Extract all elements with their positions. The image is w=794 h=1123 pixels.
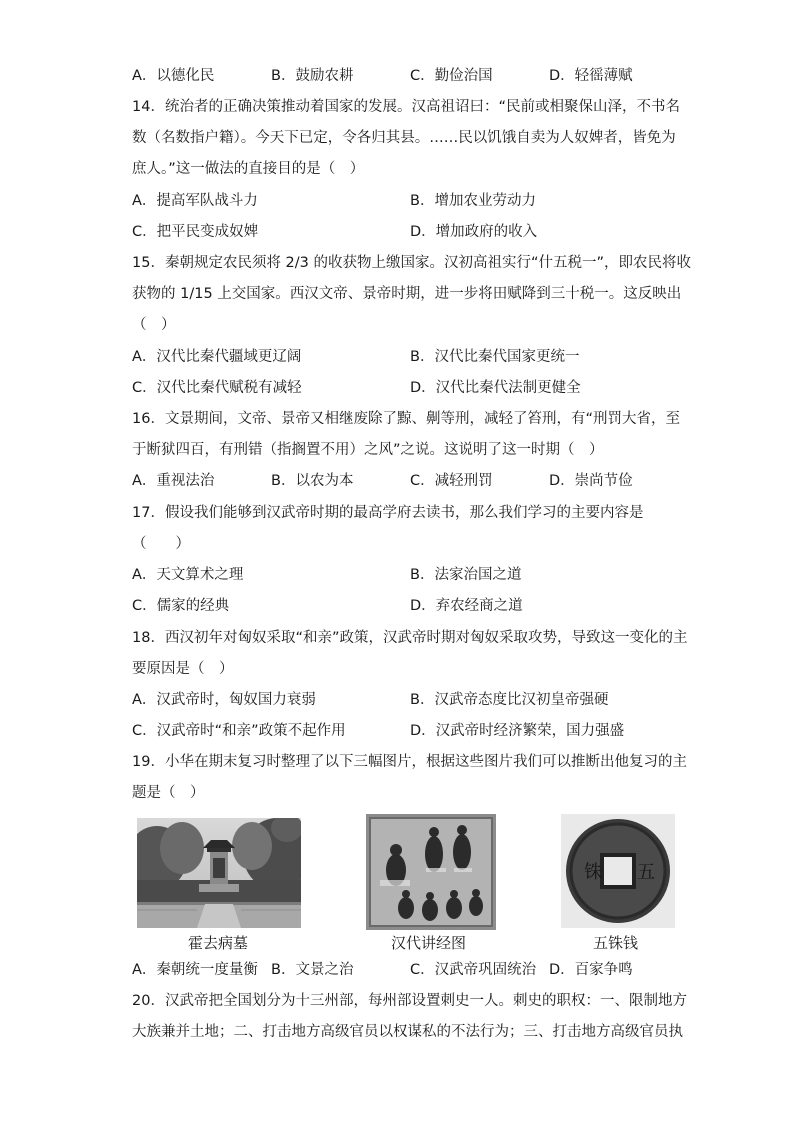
option-b: B．以农为本 [271, 473, 354, 489]
question-stem-line: 获物的 1/15 上交国家。西汉文帝、景帝时期，进一步将田赋降到三十税一。这反映出 [132, 286, 682, 302]
option-d: D．崇尚节俭 [549, 473, 633, 489]
question-stem-line: 15．秦朝规定农民须将 2/3 的收获物上缴国家。汉初高祖实行“什五税一”，即农民将收 [132, 255, 692, 271]
option-a: A．秦朝统一度量衡 [132, 962, 258, 978]
option-b: B．汉代比秦代国家更统一 [410, 349, 580, 365]
option-d: D．百家争鸣 [549, 962, 633, 978]
figure-caption: 五铢钱 [593, 934, 639, 952]
option-a: A．以德化民 [132, 68, 215, 84]
question-stem-line: 大族兼并土地；二、打击地方高级官员以权谋私的不法行为；三、打击地方高级官员执 [132, 1024, 683, 1040]
option-d: D．弃农经商之道 [410, 598, 523, 614]
question-stem-line: 数（名数指户籍）。今天下已定，令各归其县。……民以饥饿自卖为人奴婢者，皆免为 [132, 130, 676, 146]
option-d: D．汉代比秦代法制更健全 [410, 380, 581, 396]
question-stem-line: 于断狱四百，有刑错（指搁置不用）之风”之说。这说明了这一时期（ ） [132, 442, 604, 458]
option-a: A．天文算术之理 [132, 567, 244, 583]
question-stem-line: 题是（ ） [132, 785, 205, 801]
option-a: A．提高军队战斗力 [132, 193, 258, 209]
question-stem-line: 18．西汉初年对匈奴采取“和亲”政策，汉武帝时期对匈奴采取攻势，导致这一变化的主 [132, 630, 688, 646]
tomb-photo [137, 818, 301, 928]
option-b: B．法家治国之道 [410, 567, 522, 583]
question-stem-line: 要原因是（ ） [132, 661, 234, 677]
question-stem-line: （ ） [132, 317, 176, 333]
option-a: A．汉代比秦代疆域更辽阔 [132, 349, 302, 365]
option-b: B．汉武帝态度比汉初皇帝强硬 [410, 692, 609, 708]
option-c: C．汉武帝巩固统治 [410, 962, 537, 978]
option-c: C．汉代比秦代赋税有减轻 [132, 380, 302, 396]
option-d: D．增加政府的收入 [410, 224, 538, 240]
question-stem-line: （ ） [132, 536, 190, 552]
option-b: B．文景之治 [271, 962, 354, 978]
question-stem-line: 19．小华在期末复习时整理了以下三幅图片，根据这些图片我们可以推断出他复习的主 [132, 754, 687, 770]
option-d: D．轻徭薄赋 [549, 68, 633, 84]
question-stem-line: 庶人。”这一做法的直接目的是（ ） [132, 161, 365, 177]
option-c: C．汉武帝时“和亲”政策不起作用 [132, 723, 346, 739]
question-stem-line: 20．汉武帝把全国划分为十三州部，每州部设置刺史一人。刺史的职权：一、限制地方 [132, 993, 687, 1009]
option-a: A．重视法治 [132, 473, 215, 489]
coin-character-wu: 五 [637, 862, 655, 883]
question-stem-line: 16．文景期间，文帝、景帝又相继废除了黥、劓等刑，减轻了笞刑，有“刑罚大省，至 [132, 411, 680, 427]
option-b: B．鼓励农耕 [271, 68, 354, 84]
figure-caption: 霍去病墓 [188, 934, 249, 952]
lecture-relief-image [366, 814, 496, 930]
wuzhu-coin-image [561, 814, 675, 928]
option-c: C．勤俭治国 [410, 68, 493, 84]
option-a: A．汉武帝时，匈奴国力衰弱 [132, 692, 316, 708]
option-d: D．汉武帝时经济繁荣，国力强盛 [410, 723, 625, 739]
option-c: C．减轻刑罚 [410, 473, 493, 489]
coin-character-zhu: 铢 [584, 862, 602, 883]
option-c: C．把平民变成奴婢 [132, 224, 259, 240]
question-stem-line: 14．统治者的正确决策推动着国家的发展。汉高祖诏曰：“民前或相聚保山泽，不书名 [132, 99, 680, 115]
option-c: C．儒家的经典 [132, 598, 230, 614]
question-stem-line: 17．假设我们能够到汉武帝时期的最高学府去读书，那么我们学习的主要内容是 [132, 505, 644, 521]
figure-caption: 汉代讲经图 [391, 934, 467, 952]
option-b: B．增加农业劳动力 [410, 193, 536, 209]
